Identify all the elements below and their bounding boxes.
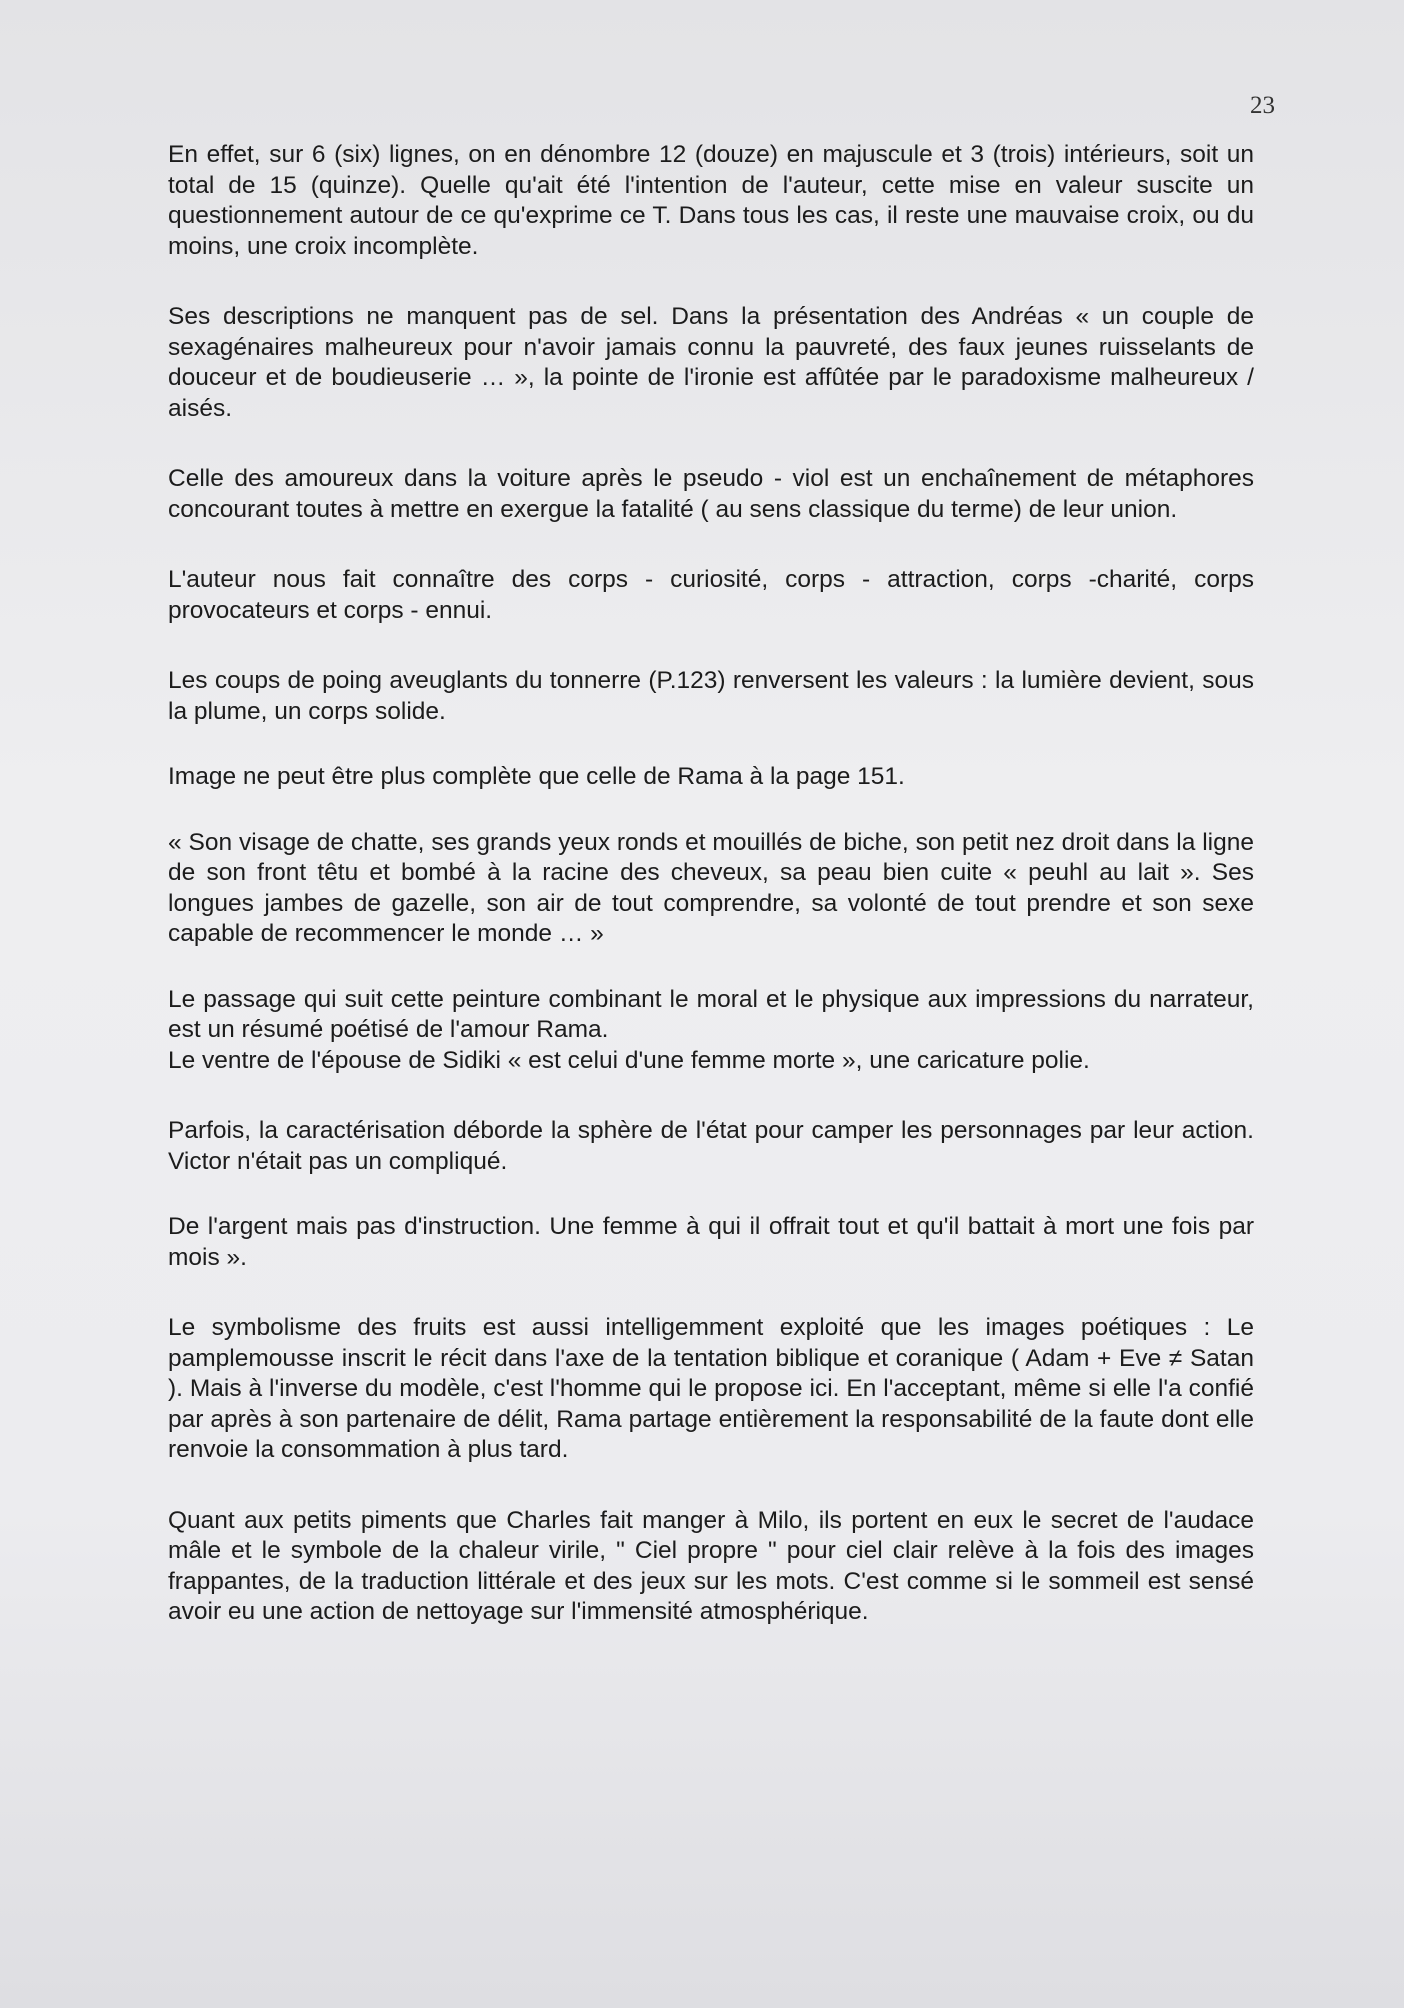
paragraph-image-rama: Image ne peut être plus complète que celle de Rama à la page 151. [168,763,905,790]
document-body [168,140,1254,1628]
paragraph-majuscules: En effet, sur 6 (six) lignes, on en dénombre 12 (douze) en majuscule et 3 (trois) intérieurs, soit un total de 15 (quinze). Quelle qu'ait été l'intention de l'auteur, cette mise en valeur suscite un questionnement autour de ce qu'exprime ce T. Dans tous les cas, il reste une mauvaise croix, ou du moins, une croix incomplète. [168,141,1254,260]
paragraph-tonnerre: Les coups de poing aveuglants du tonnerre (P.123) renversent les valeurs : la lumière devient, sous la plume, un corps solide. [168,667,1254,725]
paragraph-piments: Quant aux petits piments que Charles fait manger à Milo, ils portent en eux le secret de l'audace mâle et le symbole de la chaleur virile, " Ciel propre " pour ciel clair relève à la fois des images frappantes, de la traduction littérale et des jeux sur les mots. C'est comme si le sommeil est sensé avoir eu une action de nettoyage sur l'immensité atmosphérique. [168,1506,1254,1625]
paragraph-ventre: Le ventre de l'épouse de Sidiki « est celui d'une femme morte », une caricature polie. [168,1046,1090,1074]
paragraph-argent: De l'argent mais pas d'instruction. Une femme à qui il offrait tout et qu'il battait à mort une fois par mois ». [168,1213,1254,1271]
page-number: 23 [1250,92,1275,119]
paragraph-caracterisation: Parfois, la caractérisation déborde la sphère de l'état pour camper les personnages par leur action. Victor n'était pas un compliqué. [168,1117,1254,1175]
paragraph-fruits: Le symbolisme des fruits est aussi intelligemment exploité que les images poétiques : Le pamplemousse inscrit le récit dans l'axe de la tentation biblique et coranique ( Adam + Eve ≠ Satan ). Mais à l'inverse du modèle, c'est l'homme qui le propose ici. En l'acceptant, même si elle l'a confié par après à son partenaire de délit, Rama partage entièrement la responsabilité de la faute dont elle renvoie la consommation à plus tard. [168,1314,1254,1463]
paragraph-passage: Le passage qui suit cette peinture combinant le moral et le physique aux impressions du narrateur, est un résumé poétisé de l'amour Rama. [168,985,1254,1043]
paragraph-descriptions: Ses descriptions ne manquent pas de sel. Dans la présentation des Andréas « un couple de sexagénaires malheureux pour n'avoir jamais connu la pauvreté, des faux jeunes ruisselants de douceur et de boudieuserie … », la pointe de l'ironie est affûtée par le paradoxisme malheureux / aisés. [168,303,1254,422]
paragraph-amoureux: Celle des amoureux dans la voiture après le pseudo - viol est un enchaînement de métaphores concourant toutes à mettre en exergue la fatalité ( au sens classique du terme) de leur union. [168,465,1254,523]
paragraph-citation-rama: « Son visage de chatte, ses grands yeux ronds et mouillés de biche, son petit nez droit dans la ligne de son front têtu et bombé à la racine des cheveux, sa peau bien cuite « peuhl au lait ». Ses longues jambes de gazelle, son air de tout comprendre, sa volonté de tout prendre et son sexe capable de recommencer le monde … » [168,828,1254,947]
paragraph-corps: L'auteur nous fait connaître des corps - curiosité, corps - attraction, corps -charité, corps provocateurs et corps - ennui. [168,566,1254,624]
